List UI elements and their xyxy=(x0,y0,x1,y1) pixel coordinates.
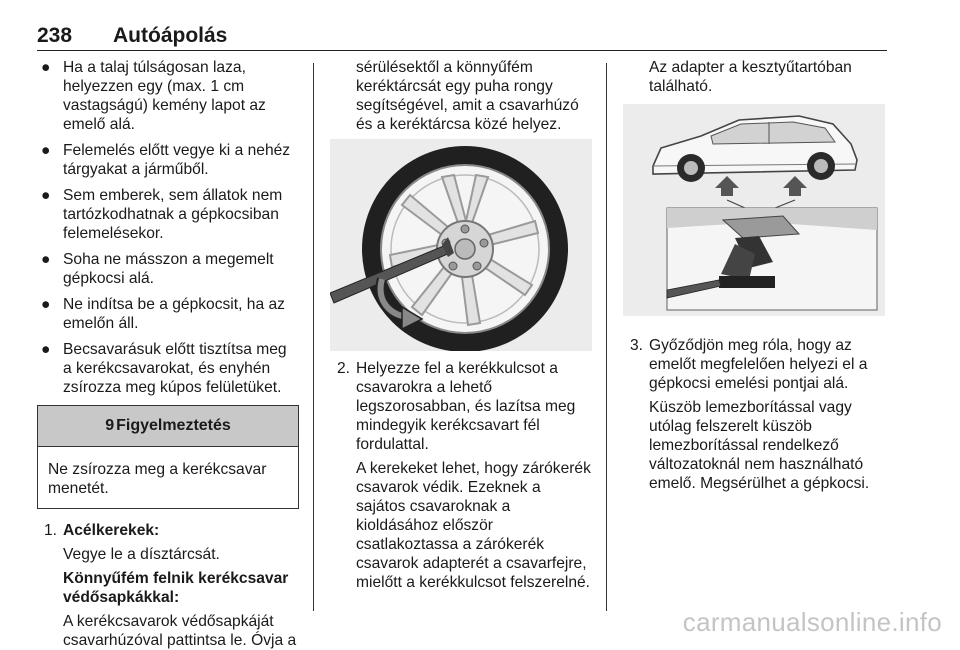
step-3 xyxy=(623,336,885,393)
watermark: carmanualsonline.info xyxy=(682,607,942,637)
list-item: ● Felemelés előtt vegye ki a nehéz tárgyakat a járműből. xyxy=(41,142,291,178)
step-text-2: A kerekeket lehet, hogy zárókerék csavarok védik. Ezeknek a sajátos csavaroknak a kioldásához először csatlakoztassa a zárókerék csavarok adapterét a csavarfejre, mielőtt a kerékkulcsot felszerelné. xyxy=(356,460,591,591)
list-item: ● Becsavarásuk előtt tisztítsa meg a kerékcsavarokat, és enyhén zsírozza meg kúpos felületüket. xyxy=(41,341,287,396)
car-jack-illustration xyxy=(623,104,885,316)
step-subtext: A kerékcsavarok védősapkáját csavarhúzóval pattintsa le. Óvja a xyxy=(63,613,297,649)
continued-text: sérülésektől a könnyűfém keréktárcsát egy puha rongy segítségével, amit a csavarhúzó és a keréktárcsa közé helyez. xyxy=(356,59,579,133)
page-number: 238 xyxy=(37,24,73,47)
warning-header xyxy=(38,406,298,447)
warning-box xyxy=(37,405,299,509)
column-divider-2 xyxy=(606,63,607,611)
step-text: Helyezze fel a kerékkulcsot a csavarokra a lehető legszorosabban, és lazítsa meg mindegyik kerékcsavart fél fordulattal. xyxy=(356,360,576,453)
step-2 xyxy=(330,359,592,454)
list-item: ● Sem emberek, sem állatok nem tartózkodhatnak a gépkocsiban felemelésekor. xyxy=(41,187,283,242)
column-3 xyxy=(623,58,885,493)
wheel-wrench-illustration xyxy=(330,139,592,351)
list-item: ● Ha a talaj túlságosan laza, helyezzen egy (max. 1 cm vastagságú) kemény lapot az emelő alá. xyxy=(41,59,266,133)
column-1 xyxy=(37,58,299,650)
step-1 xyxy=(37,521,299,650)
step-text: Vegye le a dísztárcsát. xyxy=(63,546,220,563)
step-number: 3. xyxy=(630,337,644,354)
column-divider-1 xyxy=(313,63,314,611)
step-text: Győződjön meg róla, hogy az emelőt megfelelően helyezi el a gépkocsi emelési pontjai alá. xyxy=(649,337,868,392)
chapter-title: Autóápolás xyxy=(113,24,228,47)
step-number: 1. xyxy=(44,522,58,539)
column-2 xyxy=(330,58,592,592)
step-number: 2. xyxy=(337,360,351,377)
step-subtitle: Könnyűfém felnik kerékcsavar védősapkákkal: xyxy=(63,570,289,606)
warning-icon: 9 xyxy=(105,417,115,434)
adapter-note: Az adapter a kesztyűtartóban található. xyxy=(649,59,852,95)
step-text-2: Küszöb lemezborítással vagy utólag felszerelt küszöb lemezborítással rendelkező változatoknál nem használható emelő. Megsérülhet a gépkocsi. xyxy=(649,399,870,492)
list-item: ● Ne indítsa be a gépkocsit, ha az emelőn áll. xyxy=(41,296,285,332)
warning-text: Ne zsírozza meg a kerékcsavar menetét. xyxy=(48,461,267,497)
step-title: Acélkerekek: xyxy=(63,522,160,539)
warning-title: Figyelmeztetés xyxy=(116,417,231,434)
page-header xyxy=(37,22,887,51)
list-item: ● Soha ne másszon a megemelt gépkocsi alá. xyxy=(41,251,274,287)
